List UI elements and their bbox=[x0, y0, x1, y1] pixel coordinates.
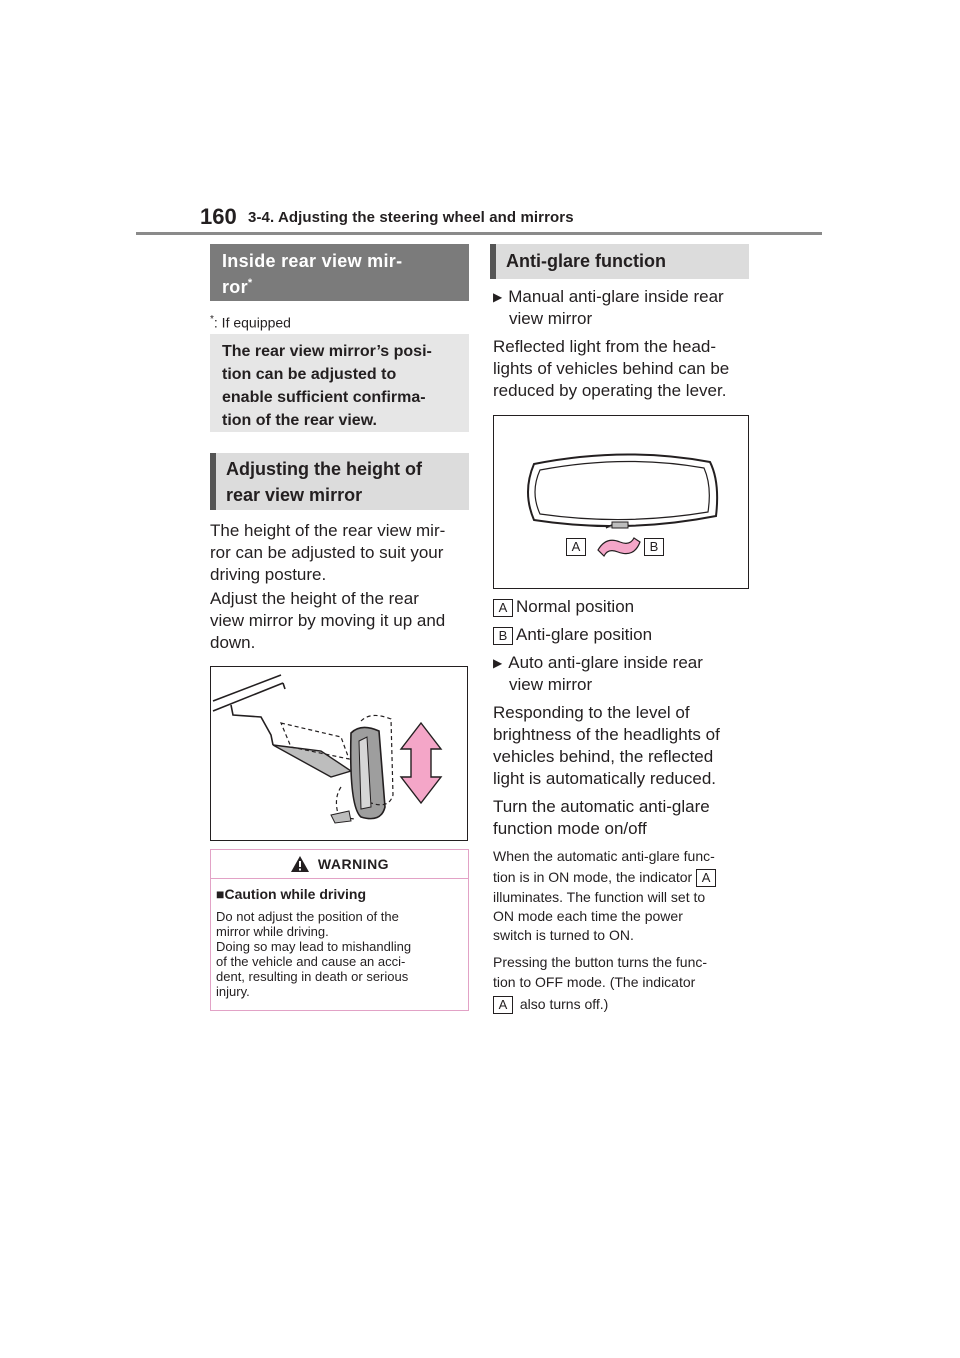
figure-mirror-height bbox=[210, 666, 468, 841]
page-number: 160 bbox=[200, 204, 237, 229]
bullet-triangle-icon: ▶ bbox=[493, 656, 503, 670]
paragraph-line: lights of vehicles behind can be bbox=[493, 359, 730, 378]
curved-arrow-icon bbox=[594, 532, 644, 560]
warning-line: Do not adjust the position of the bbox=[216, 909, 399, 924]
anti-glare-heading-text: Anti-glare function bbox=[506, 251, 666, 271]
anti-glare-heading bbox=[490, 244, 749, 279]
note-line: also turns off.) bbox=[519, 996, 609, 1012]
warning-text bbox=[216, 909, 463, 999]
warning-line: mirror while driving. bbox=[216, 924, 329, 939]
warning-line: dent, resulting in death or serious bbox=[216, 969, 409, 984]
note-line: tion is in ON mode, the indicator bbox=[493, 869, 693, 885]
note-line: tion to OFF mode. (The indicator bbox=[493, 974, 696, 990]
bullet-triangle-icon: ▶ bbox=[493, 290, 503, 304]
anti-glare-mirror-illustration bbox=[494, 416, 748, 588]
bullet-line: Auto anti-glare inside rear bbox=[508, 653, 703, 672]
section-title-line2 bbox=[222, 272, 457, 298]
paragraph-height bbox=[210, 520, 445, 586]
note-line: ON mode each time the power bbox=[493, 908, 683, 924]
section-title-line1: Inside rear view mir- bbox=[222, 251, 403, 271]
paragraph-line: Adjust the height of the rear bbox=[210, 589, 419, 608]
intro-box bbox=[210, 334, 469, 432]
chapter-title: 3-4. Adjusting the steering wheel and mirrors bbox=[248, 209, 574, 226]
paragraph-line: ror can be adjusted to suit your bbox=[210, 543, 444, 562]
paragraph-line: vehicles behind, the reflected bbox=[493, 747, 714, 766]
footnote-text: : If equipped bbox=[213, 314, 291, 331]
paragraph-turn bbox=[493, 796, 710, 840]
paragraph-reflected bbox=[493, 336, 729, 402]
label-b-box: B bbox=[644, 538, 664, 556]
footnote bbox=[210, 314, 291, 331]
paragraph-line: Turn the automatic anti-glare bbox=[493, 797, 710, 816]
figure-label-a bbox=[566, 538, 589, 556]
section-title bbox=[210, 244, 469, 301]
warning-header bbox=[211, 850, 468, 879]
bullet-line: Manual anti-glare inside rear bbox=[508, 287, 724, 306]
subheading-line: rear view mirror bbox=[226, 485, 363, 505]
note-line: illuminates. The function will set to bbox=[493, 889, 706, 905]
paragraph-line: Reflected light from the head- bbox=[493, 337, 717, 356]
note-auto-on bbox=[493, 846, 755, 945]
paragraph-line: function mode on/off bbox=[493, 819, 647, 838]
figure-anti-glare-mirror bbox=[493, 415, 749, 589]
intro-line: tion of the rear view. bbox=[222, 412, 377, 429]
section-title-line2-text: ror bbox=[222, 277, 248, 297]
note-button-off bbox=[493, 952, 755, 1016]
indicator-a-box: A bbox=[493, 996, 513, 1014]
paragraph-line: The height of the rear view mir- bbox=[210, 521, 446, 540]
subheading-height bbox=[210, 453, 469, 510]
legend-b bbox=[493, 624, 652, 646]
paragraph-line: driving posture. bbox=[210, 565, 327, 584]
label-a-box: A bbox=[566, 538, 586, 556]
indicator-a-box: A bbox=[696, 869, 716, 887]
paragraph-line: reduced by operating the lever. bbox=[493, 381, 727, 400]
note-line: Pressing the button turns the func- bbox=[493, 954, 708, 970]
note-line: switch is turned to ON. bbox=[493, 927, 634, 943]
figure-label-b bbox=[644, 538, 667, 556]
intro-line: enable sufficient confirma- bbox=[222, 389, 426, 406]
legend-b-text: Anti-glare position bbox=[516, 625, 653, 644]
legend-a-text: Normal position bbox=[516, 597, 635, 616]
legend-b-box: B bbox=[493, 627, 513, 645]
bullet-manual bbox=[493, 286, 724, 330]
legend-a-box: A bbox=[493, 599, 513, 617]
paragraph-line: view mirror by moving it up and bbox=[210, 611, 446, 630]
warning-title: WARNING bbox=[317, 856, 390, 872]
paragraph-responding bbox=[493, 702, 720, 790]
mirror-height-illustration bbox=[211, 667, 467, 840]
section-title-asterisk: * bbox=[247, 277, 253, 289]
paragraph-line: down. bbox=[210, 633, 256, 652]
subheading-line: Adjusting the height of bbox=[226, 459, 422, 479]
intro-line: The rear view mirror’s posi- bbox=[222, 343, 432, 360]
warning-body bbox=[211, 879, 468, 999]
bullet-line: view mirror bbox=[509, 675, 593, 694]
paragraph-adjust bbox=[210, 588, 445, 654]
header-rule bbox=[136, 232, 822, 235]
footnote-mark: * bbox=[210, 314, 214, 325]
paragraph-line: brightness of the headlights of bbox=[493, 725, 720, 744]
warning-heading: ■Caution while driving bbox=[216, 886, 367, 902]
bullet-line: view mirror bbox=[509, 309, 593, 328]
warning-line: injury. bbox=[216, 984, 250, 999]
paragraph-line: light is automatically reduced. bbox=[493, 769, 717, 788]
warning-line: of the vehicle and cause an acci- bbox=[216, 954, 406, 969]
note-line: When the automatic anti-glare func- bbox=[493, 848, 715, 864]
warning-line: Doing so may lead to mishandling bbox=[216, 939, 412, 954]
intro-line: tion can be adjusted to bbox=[222, 366, 397, 383]
warning-box bbox=[210, 849, 469, 1011]
warning-triangle-icon bbox=[290, 855, 310, 873]
bullet-auto bbox=[493, 652, 703, 696]
legend-a bbox=[493, 596, 634, 618]
paragraph-line: Responding to the level of bbox=[493, 703, 690, 722]
